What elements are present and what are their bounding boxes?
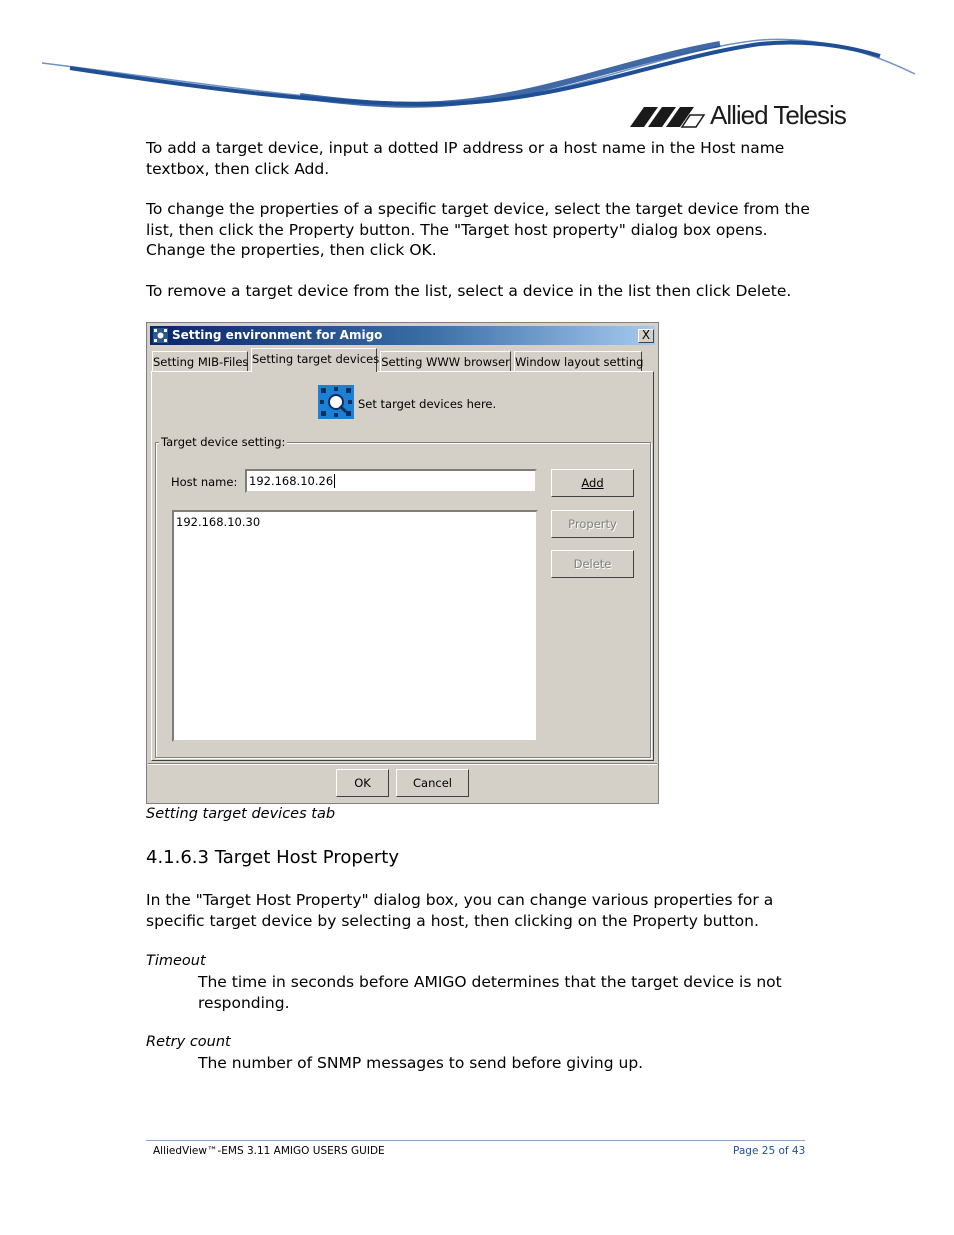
definition-term: Timeout xyxy=(146,953,206,969)
paragraph-remove: To remove a target device from the list, select a device in the list then click Delete. xyxy=(146,282,792,300)
dialog-titlebar xyxy=(150,326,655,345)
footer-rule xyxy=(146,1140,805,1141)
tab-window-layout-setting[interactable] xyxy=(514,351,642,372)
host-name-label: Host name: xyxy=(171,475,238,489)
app-icon xyxy=(153,328,168,343)
tab-setting-mib-files[interactable] xyxy=(152,351,248,372)
list-item[interactable]: 192.168.10.30 xyxy=(176,515,261,529)
dialog-title: Setting environment for Amigo xyxy=(172,328,383,342)
header-swoosh xyxy=(0,0,954,115)
group-label: Target device setting: xyxy=(161,435,286,449)
close-icon: X xyxy=(641,328,651,342)
tab-setting-target-devices[interactable] xyxy=(251,348,380,372)
paragraph-add: To add a target device, input a dotted IP address or a host name in the Host name textbox, then click Add. xyxy=(146,139,785,178)
dialog-divider xyxy=(148,763,657,765)
company-logo xyxy=(630,100,870,134)
host-name-value: 192.168.10.26 xyxy=(249,474,334,488)
cancel-button[interactable] xyxy=(396,769,469,797)
section-heading: 4.1.6.3 Target Host Property xyxy=(146,847,399,868)
definition-description: The time in seconds before AMIGO determines that the target device is not responding. xyxy=(198,973,782,1012)
add-button-label: Add xyxy=(581,476,604,490)
add-button[interactable] xyxy=(551,469,634,497)
tab-label: Setting target devices xyxy=(252,352,380,366)
settings-dialog xyxy=(146,322,659,804)
tab-setting-www-browser[interactable] xyxy=(380,351,511,372)
definition-term: Retry count xyxy=(146,1034,231,1050)
tab-label: Setting WWW browser xyxy=(381,355,510,369)
tab-label: Setting MIB-Files xyxy=(153,355,249,369)
section-intro: In the "Target Host Property" dialog box, you can change various properties for a specific target device by selecting a host, then clicking on the Property button. xyxy=(146,891,774,930)
cancel-button-label: Cancel xyxy=(413,776,452,790)
footer-page-number: Page 25 of 43 xyxy=(733,1145,806,1157)
footer-title: AlliedView™-EMS 3.11 AMIGO USERS GUIDE xyxy=(153,1145,385,1157)
ok-button-label: OK xyxy=(354,776,371,790)
tab-label: Window layout setting xyxy=(515,355,644,369)
target-device-list[interactable] xyxy=(172,510,538,742)
definition-description: The number of SNMP messages to send before giving up. xyxy=(198,1054,644,1072)
logo-mark-icon xyxy=(630,105,706,129)
delete-button-label: Delete xyxy=(573,557,612,571)
property-button[interactable] xyxy=(551,510,634,538)
banner-text: Set target devices here. xyxy=(358,397,497,411)
target-devices-icon xyxy=(318,385,354,419)
ok-button[interactable] xyxy=(336,769,389,797)
logo-text: Allied Telesis xyxy=(710,100,846,130)
close-button[interactable] xyxy=(638,329,654,343)
host-name-input[interactable] xyxy=(245,469,537,493)
figure-caption: Setting target devices tab xyxy=(146,806,336,822)
delete-button[interactable] xyxy=(551,550,634,578)
property-button-label: Property xyxy=(568,517,617,531)
paragraph-change: To change the properties of a specific target device, select the target device from the list, then click the Property button. The "Target host property" dialog box opens. Change the properties, then click OK. xyxy=(146,200,810,259)
